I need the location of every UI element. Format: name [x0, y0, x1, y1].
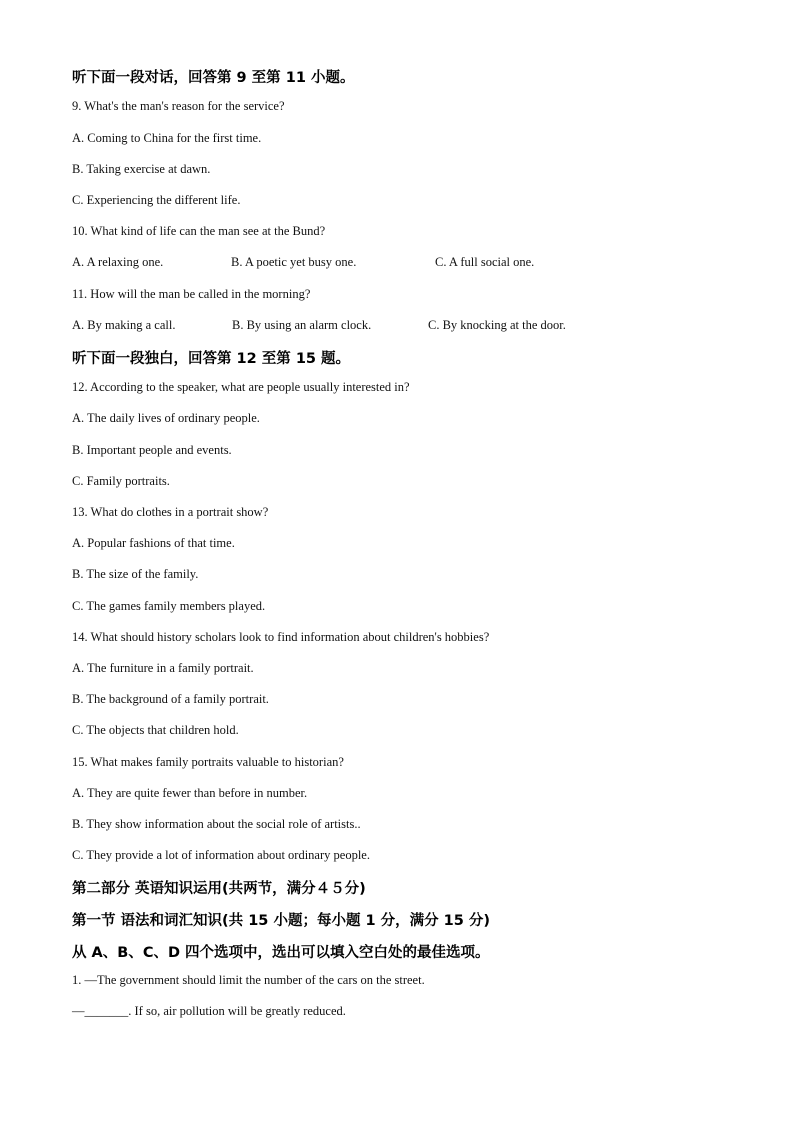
- option-15a: A. They are quite fewer than before in number.: [72, 786, 308, 800]
- question-14: 14. What should history scholars look to find information about children's hobbies?: [72, 630, 490, 644]
- question-11: 11. How will the man be called in the morning?: [72, 287, 311, 301]
- option-14b: B. The background of a family portrait.: [72, 692, 269, 706]
- option-12b: B. Important people and events.: [72, 443, 232, 457]
- section-heading-monologue: 听下面一段独白，回答第 12 至第 15 题。: [72, 351, 351, 367]
- question-13: 13. What do clothes in a portrait show?: [72, 505, 269, 519]
- question-9: 9. What's the man's reason for the service?: [72, 99, 285, 113]
- option-12c: C. Family portraits.: [72, 474, 170, 488]
- option-10c: C. A full social one.: [435, 255, 535, 269]
- option-15c: C. They provide a lot of information about ordinary people.: [72, 848, 370, 862]
- grammar-question-1-line2: —_______. If so, air pollution will be greatly reduced.: [72, 1004, 346, 1018]
- option-13a: A. Popular fashions of that time.: [72, 536, 235, 550]
- option-10a: A. A relaxing one.: [72, 255, 164, 269]
- option-15b: B. They show information about the social role of artists..: [72, 817, 361, 831]
- section-heading-dialogue: 听下面一段对话，回答第 9 至第 11 小题。: [72, 70, 355, 86]
- grammar-question-1-line1: 1. —The government should limit the number of the cars on the street.: [72, 973, 425, 987]
- option-11a: A. By making a call.: [72, 318, 176, 332]
- question-15: 15. What makes family portraits valuable to historian?: [72, 755, 344, 769]
- grammar-section-heading: 第一节 语法和词汇知识(共 15 小题；每小题 1 分，满分 15 分): [72, 913, 491, 929]
- option-12a: A. The daily lives of ordinary people.: [72, 411, 260, 425]
- option-14c: C. The objects that children hold.: [72, 723, 239, 737]
- option-14a: A. The furniture in a family portrait.: [72, 661, 254, 675]
- option-9b: B. Taking exercise at dawn.: [72, 162, 211, 176]
- option-11c: C. By knocking at the door.: [428, 318, 566, 332]
- option-9c: C. Experiencing the different life.: [72, 193, 241, 207]
- question-10: 10. What kind of life can the man see at the Bund?: [72, 224, 326, 238]
- option-10b: B. A poetic yet busy one.: [231, 255, 357, 269]
- option-13c: C. The games family members played.: [72, 599, 266, 613]
- option-11b: B. By using an alarm clock.: [232, 318, 372, 332]
- question-12: 12. According to the speaker, what are people usually interested in?: [72, 380, 410, 394]
- instructions-heading: 从 A、B、C、D 四个选项中，选出可以填入空白处的最佳选项。: [72, 945, 490, 961]
- option-13b: B. The size of the family.: [72, 567, 199, 581]
- option-9a: A. Coming to China for the first time.: [72, 131, 262, 145]
- part-two-heading: 第二部分 英语知识运用(共两节，满分４５分): [72, 881, 366, 897]
